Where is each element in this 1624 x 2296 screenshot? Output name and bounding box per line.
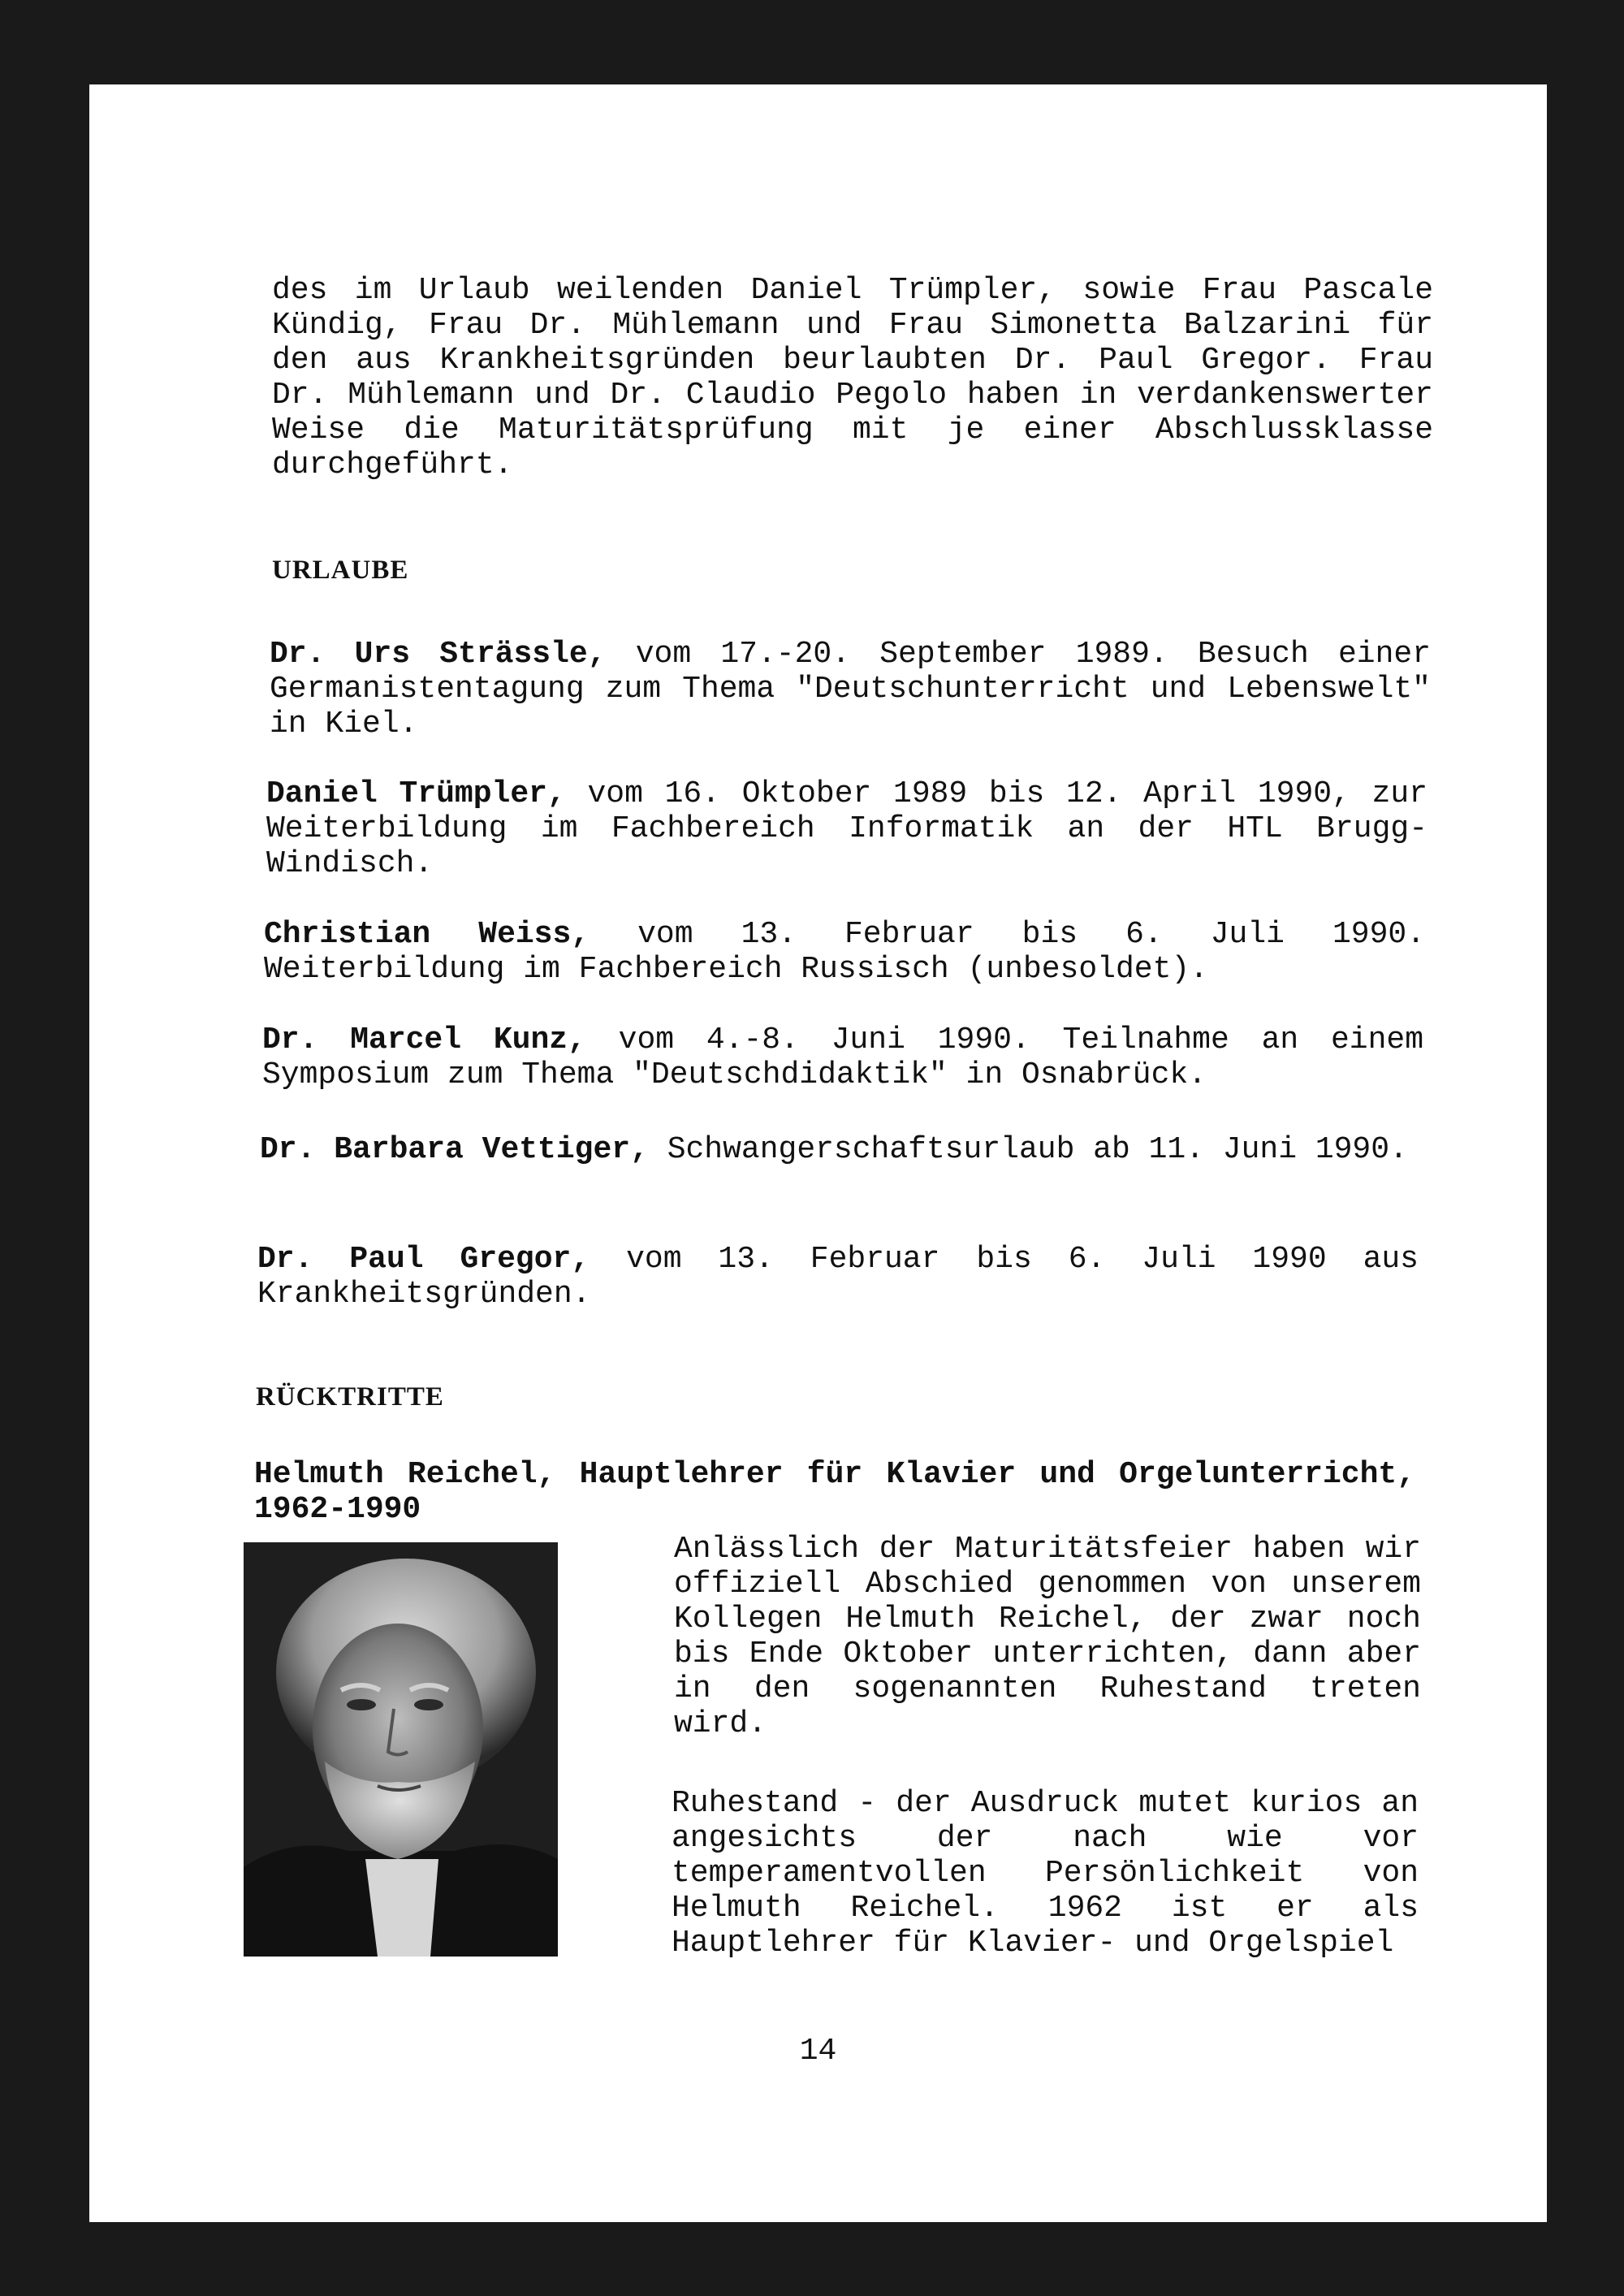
- entry-name: Daniel Trümpler,: [266, 776, 566, 811]
- entry-text: vom 13. Februar bis 6. Juli 1990. Weiterbildung im Fachbereich Russisch (unbesoldet).: [264, 917, 1426, 987]
- urlaube-entry: [262, 1023, 1423, 1092]
- ruecktritte-heading: RÜCKTRITTE: [256, 1382, 444, 1412]
- urlaube-entry: [257, 1242, 1419, 1312]
- page-number: 14: [799, 2034, 837, 2069]
- urlaube-entry: [270, 637, 1431, 742]
- entry-text: vom 13. Februar bis 6. Juli 1990 aus Krankheitsgründen.: [257, 1242, 1419, 1312]
- ruecktritte-subheading: Helmuth Reichel, Hauptlehrer für Klavier und Orgelunterricht, 1962-1990: [254, 1457, 1415, 1527]
- urlaube-entry: [260, 1132, 1421, 1167]
- entry-name: Dr. Urs Strässle,: [270, 637, 607, 672]
- entry-name: Christian Weiss,: [264, 917, 590, 952]
- ruecktritte-paragraph-2: Ruhestand - der Ausdruck mutet kurios an angesichts der nach wie vor temperamentvollen Persönlichkeit von Helmuth Reichel. 1962 ist er als Hauptlehrer für Klavier- und Orgelspiel: [672, 1786, 1419, 1961]
- entry-name: Dr. Paul Gregor,: [257, 1242, 590, 1277]
- entry-text: vom 17.-20. September 1989. Besuch einer Germanistentagung zum Thema "Deutschunterricht und Lebenswelt" in Kiel.: [270, 637, 1431, 742]
- entry-name: Dr. Marcel Kunz,: [262, 1023, 586, 1057]
- urlaube-entry: [266, 776, 1427, 881]
- intro-paragraph: des im Urlaub weilenden Daniel Trümpler, sowie Frau Pascale Kündig, Frau Dr. Mühlemann und Frau Simonetta Balzarini für den aus Krankheitsgründen beurlaubten Dr. Paul Gregor. Frau Dr. Mühlemann und Dr. Claudio Pegolo haben in verdankenswerter Weise die Maturitätsprüfung mit je einer Abschlussklasse durchgeführt.: [272, 273, 1433, 482]
- portrait-photo: [244, 1542, 558, 1957]
- urlaube-heading: URLAUBE: [272, 556, 409, 585]
- entry-name: Dr. Barbara Vettiger,: [260, 1132, 649, 1167]
- document-page: [89, 84, 1547, 2222]
- entry-text: vom 16. Oktober 1989 bis 12. April 1990, zur Weiterbildung im Fachbereich Informatik an der HTL Brugg-Windisch.: [266, 776, 1428, 881]
- entry-text: Schwangerschaftsurlaub ab 11. Juni 1990.: [648, 1132, 1408, 1167]
- urlaube-entry: [264, 917, 1425, 987]
- ruecktritte-paragraph-1: Anlässlich der Maturitätsfeier haben wir offiziell Abschied genommen von unserem Kollegen Helmuth Reichel, der zwar noch bis Ende Oktober unterrichten, dann aber in den sogenannten Ruhestand treten wird.: [674, 1532, 1421, 1741]
- entry-text: vom 4.-8. Juni 1990. Teilnahme an einem Symposium zum Thema "Deutschdidaktik" in Osnabrück.: [262, 1023, 1423, 1092]
